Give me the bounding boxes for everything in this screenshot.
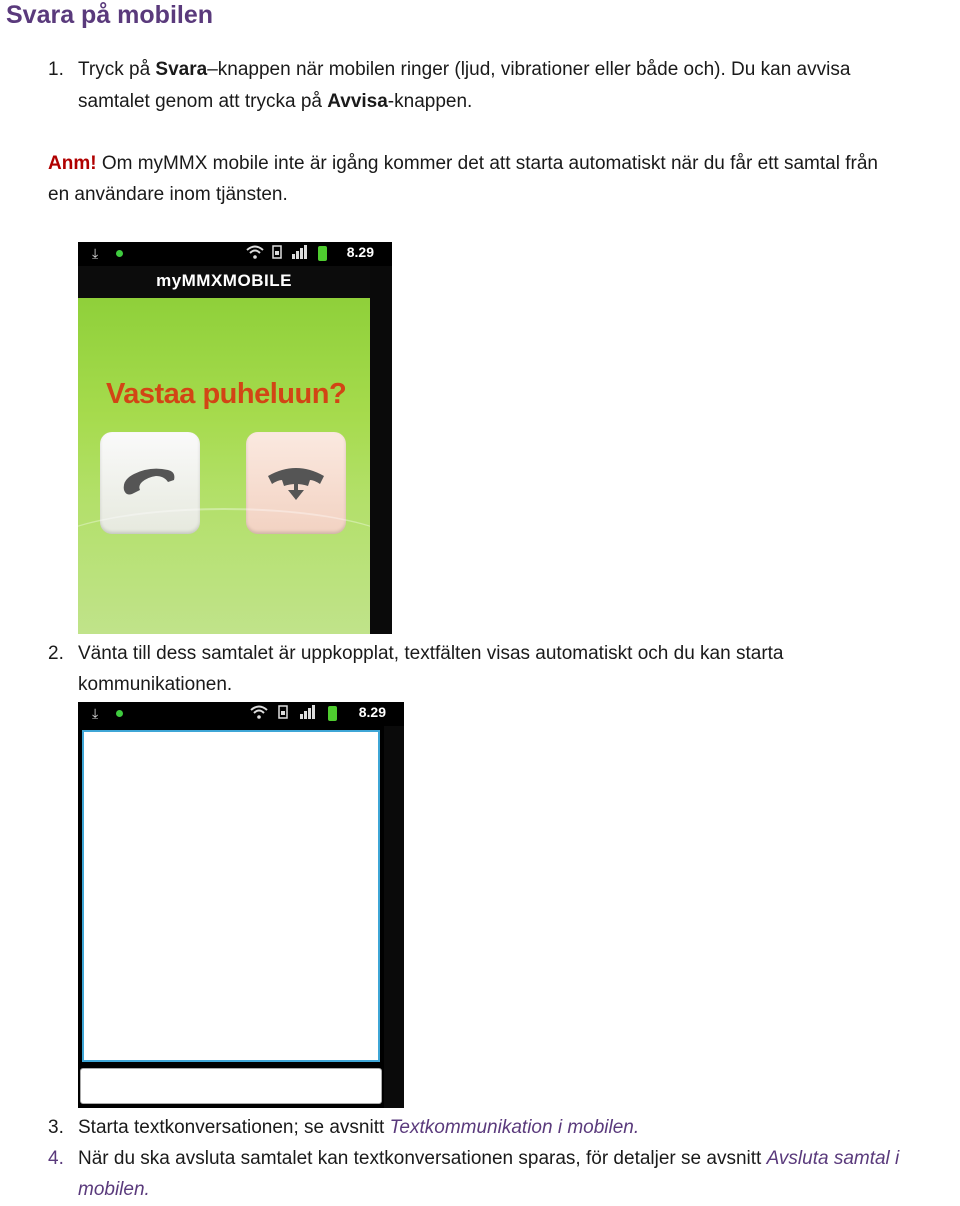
notification-dot-icon [116, 250, 123, 257]
step-2-number: 2. [48, 643, 64, 664]
status-time: 8.29 [346, 244, 374, 260]
scrollbar-edge [384, 726, 404, 1108]
note-label: Anm! [48, 153, 97, 174]
textkommunikation-link[interactable]: Textkommunikation i mobilen. [389, 1117, 640, 1138]
step-3-text: Starta textkonversationen; se avsnitt Textkommunikation i mobilen. [78, 1117, 640, 1138]
status-time: 8.29 [358, 704, 386, 720]
wifi-icon [250, 705, 268, 722]
page-title: Svara på mobilen [6, 1, 214, 29]
app-brand-logo: myMMXMOBILE [78, 266, 370, 298]
call-question: Vastaa puheluun? [106, 378, 347, 410]
download-icon: ⤓ [92, 245, 99, 261]
text-conversation-screenshot [78, 702, 404, 1108]
note-line-2: en användare inom tjänsten. [48, 184, 288, 205]
step-2-line-2: kommunikationen. [78, 674, 233, 695]
incoming-call-screenshot [78, 242, 392, 634]
wifi-icon [246, 245, 264, 262]
notification-dot-icon [116, 710, 123, 717]
status-bar-2 [78, 702, 404, 726]
message-input[interactable] [80, 1068, 382, 1104]
step-1-number: 1. [48, 59, 64, 80]
avsluta-samtal-link-cont[interactable]: mobilen. [78, 1179, 150, 1200]
step-1-line-2: samtalet genom att trycka på Avvisa-knappen. [78, 91, 473, 112]
step-4-line-1: När du ska avsluta samtalet kan textkonversationen sparas, för detaljer se avsnitt Avsluta samtal i [78, 1148, 900, 1169]
avsluta-samtal-link[interactable]: Avsluta samtal i [766, 1148, 900, 1169]
reject-button-name: Avvisa [327, 91, 388, 112]
step-2-line-1: Vänta till dess samtalet är uppkopplat, textfälten visas automatiskt och du kan starta [78, 643, 784, 664]
sim-icon [272, 245, 282, 262]
battery-icon [318, 246, 327, 261]
phone-answer-icon [118, 460, 182, 500]
reject-call-button[interactable] [246, 432, 346, 534]
battery-icon [328, 706, 337, 721]
step-3-number: 3. [48, 1117, 64, 1138]
signal-icon [300, 705, 316, 722]
signal-icon [292, 245, 308, 262]
step-1-line-1: Tryck på Svara–knappen när mobilen ringer (ljud, vibrationer eller både och). Du kan avvisa [78, 59, 851, 80]
scrollbar-edge [370, 266, 392, 634]
phone-reject-icon [264, 460, 328, 504]
note-line-1: Anm! Om myMMX mobile inte är igång kommer det att starta automatiskt när du får ett samtal från [48, 153, 878, 174]
conversation-text-field[interactable] [82, 730, 380, 1062]
status-bar [78, 242, 392, 266]
step-4-number: 4. [48, 1148, 64, 1169]
sim-icon [278, 705, 288, 722]
answer-button-name: Svara [155, 59, 208, 80]
answer-call-button[interactable] [100, 432, 200, 534]
download-icon: ⤓ [92, 705, 99, 721]
call-screen-background [78, 298, 370, 634]
step-4-line-2 [78, 1174, 150, 1206]
